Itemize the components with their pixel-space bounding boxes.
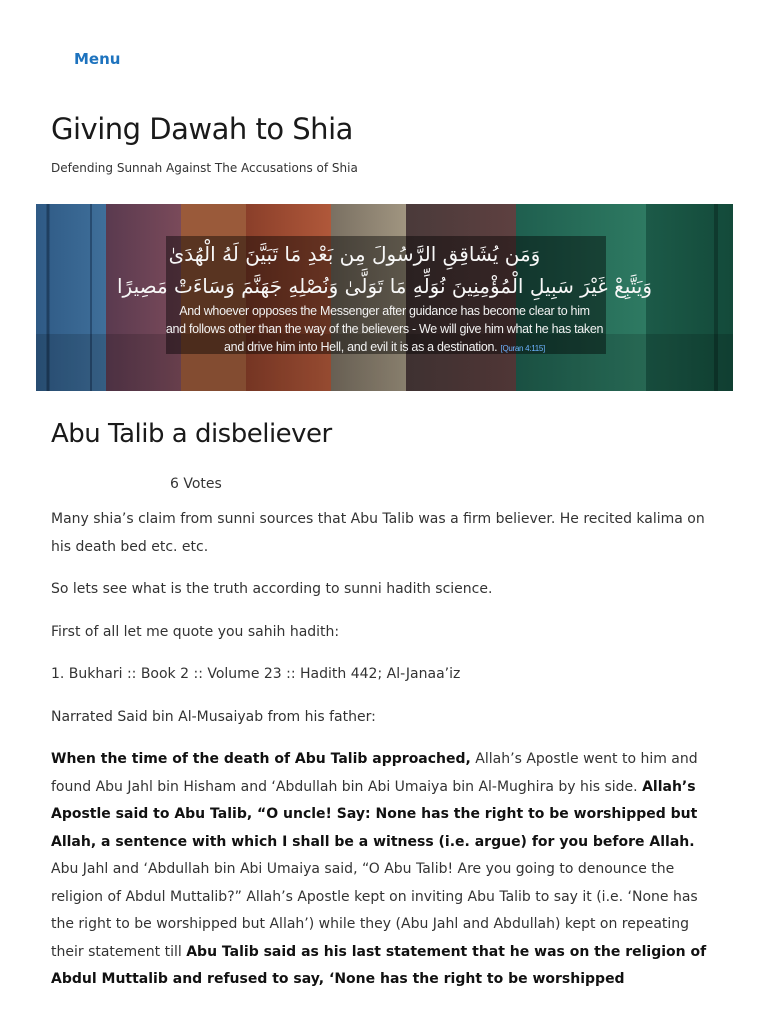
paragraph-intro: Many shia’s claim from sunni sources that Abu Talib was a firm believer. He recited kalima on his death bed etc. etc. — [51, 511, 705, 555]
verse-translation-line-3 — [36, 340, 733, 354]
arabic-verse-line-2: وَيَتَّبِعْ غَيْرَ سَبِيلِ الْمُؤْمِنِينَ نُوَلِّهِ مَا تَوَلَّىٰ وَنُصْلِهِ جَهَنَّمَ وَسَاءَتْ مَصِيرًا — [116, 274, 653, 298]
verse-citation: [Quran 4:115] — [500, 344, 545, 353]
arabic-verse-line-1: وَمَن يُشَاقِقِ الرَّسُولَ مِن بَعْدِ مَا تَبَيَّنَ لَهُ الْهُدَىٰ — [168, 242, 541, 266]
site-title[interactable]: Giving Dawah to Shia — [51, 112, 353, 146]
article-content — [51, 506, 723, 1009]
hadith-bold-1: When the time of the death of Abu Talib approached, — [51, 751, 471, 767]
menu-button[interactable]: Menu — [74, 50, 121, 68]
paragraph-narrator: Narrated Said bin Al-Musaiyab from his father: — [51, 708, 376, 725]
verse-translation-line-2: and follows other than the way of the believers - We will give him what he has taken — [165, 322, 604, 336]
hadith-text-1: Allah’s Apostle went to him and found Abu Jahl bin Hisham and ‘Abdullah bin Abi Umaiya bin Al-Mughira by his side. — [51, 751, 698, 795]
vote-count: 6 Votes — [170, 476, 222, 492]
banner-verse — [36, 204, 733, 391]
article-title: Abu Talib a disbeliever — [51, 419, 332, 449]
paragraph-hadith-reference: 1. Bukhari :: Book 2 :: Volume 23 :: Hadith 442; Al-Janaa’iz — [51, 666, 461, 682]
verse-translation-line-1: And whoever opposes the Messenger after guidance has become clear to him — [179, 304, 590, 318]
header-banner — [36, 204, 733, 391]
hadith-bold-2: Allah’s Apostle said to Abu Talib, “O uncle! Say: None has the right to be worshipped but Allah, a sentence with which I shall be a witness (i.e. argue) for you before Allah. — [51, 778, 698, 850]
paragraph-quote-intro: First of all let me quote you sahih hadith: — [51, 623, 340, 640]
hadith-text-2: Abu Jahl and ‘Abdullah bin Abi Umaiya said, “O Abu Talib! Are you going to denounce the religion of Abdul Muttalib?” Allah’s Apostle kept on inviting Abu Talib to say it (i.e. ‘None has the right to be worshipped but Allah’) while they (Abu Jahl and Abdullah) kept on repeating their statement till — [51, 861, 698, 960]
paragraph-truth: So lets see what is the truth according to sunni hadith science. — [51, 581, 493, 597]
paragraph-hadith-text — [51, 746, 723, 994]
hadith-bold-3: Abu Talib said as his last statement that he was on the religion of Abdul Muttalib and refused to say, ‘None has the right to be worshipped — [51, 943, 707, 987]
site-description: Defending Sunnah Against The Accusations of Shia — [51, 161, 358, 175]
verse-translation-line-3-text: and drive him into Hell, and evil it is as a destination. — [224, 340, 498, 354]
